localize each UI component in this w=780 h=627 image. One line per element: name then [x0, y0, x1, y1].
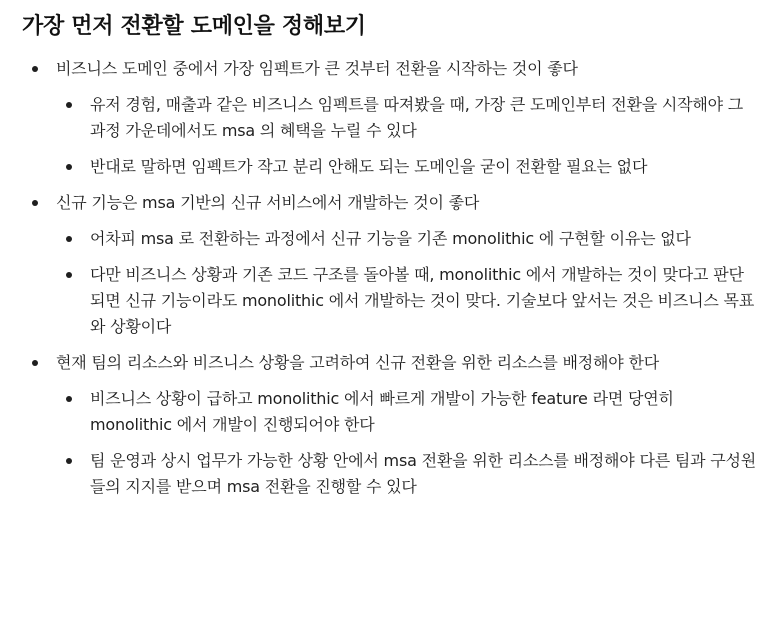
- nested-list-item-text: 팀 운영과 상시 업무가 가능한 상황 안에서 msa 전환을 위한 리소스를 배정해야 다른 팀과 구성원들의 지지를 받으며 msa 전환을 진행할 수 있다: [90, 451, 757, 496]
- bullet-dot-icon: [66, 236, 72, 242]
- nested-list-item: [56, 226, 756, 252]
- bullet-dot-icon: [32, 66, 38, 72]
- bullet-dot-icon: [32, 200, 38, 206]
- nested-bullet-list: [56, 92, 756, 180]
- nested-list-item: [56, 154, 756, 180]
- list-item: [22, 190, 756, 340]
- nested-list-item-text: 다만 비즈니스 상황과 기존 코드 구조를 돌아볼 때, monolithic 에서 개발하는 것이 맞다고 판단되면 신규 기능이라도 monolithic 에서 개발하는 것이 맞다. 기술보다 앞서는 것은 비즈니스 목표와 상황이다: [90, 265, 755, 336]
- list-item: [22, 350, 756, 500]
- nested-list-item-text: 어차피 msa 로 전환하는 과정에서 신규 기능을 기존 monolithic 에 구현할 이유는 없다: [90, 229, 691, 248]
- bullet-dot-icon: [32, 360, 38, 366]
- list-item-text: 신규 기능은 msa 기반의 신규 서비스에서 개발하는 것이 좋다: [56, 193, 480, 212]
- nested-bullet-list: [56, 386, 756, 500]
- nested-list-item-text: 비즈니스 상황이 급하고 monolithic 에서 빠르게 개발이 가능한 feature 라면 당연히 monolithic 에서 개발이 진행되어야 한다: [90, 389, 674, 434]
- bullet-dot-icon: [66, 396, 72, 402]
- bullet-dot-icon: [66, 458, 72, 464]
- bullet-dot-icon: [66, 164, 72, 170]
- nested-list-item: [56, 448, 756, 500]
- nested-list-item: [56, 262, 756, 340]
- bullet-list: [22, 56, 756, 500]
- list-item-text: 비즈니스 도메인 중에서 가장 임펙트가 큰 것부터 전환을 시작하는 것이 좋다: [56, 59, 578, 78]
- section-heading: 가장 먼저 전환할 도메인을 정해보기: [22, 14, 366, 39]
- nested-list-item-text: 반대로 말하면 임펙트가 작고 분리 안해도 되는 도메인을 굳이 전환할 필요는 없다: [90, 157, 648, 176]
- nested-list-item-text: 유저 경험, 매출과 같은 비즈니스 임펙트를 따져봤을 때, 가장 큰 도메인부터 전환을 시작해야 그 과정 가운데에서도 msa 의 혜택을 누릴 수 있다: [90, 95, 744, 140]
- list-item: [22, 56, 756, 180]
- nested-list-item: [56, 386, 756, 438]
- nested-bullet-list: [56, 226, 756, 340]
- bullet-dot-icon: [66, 272, 72, 278]
- nested-list-item: [56, 92, 756, 144]
- bullet-dot-icon: [66, 102, 72, 108]
- list-item-text: 현재 팀의 리소스와 비즈니스 상황을 고려하여 신규 전환을 위한 리소스를 배정해야 한다: [56, 353, 659, 372]
